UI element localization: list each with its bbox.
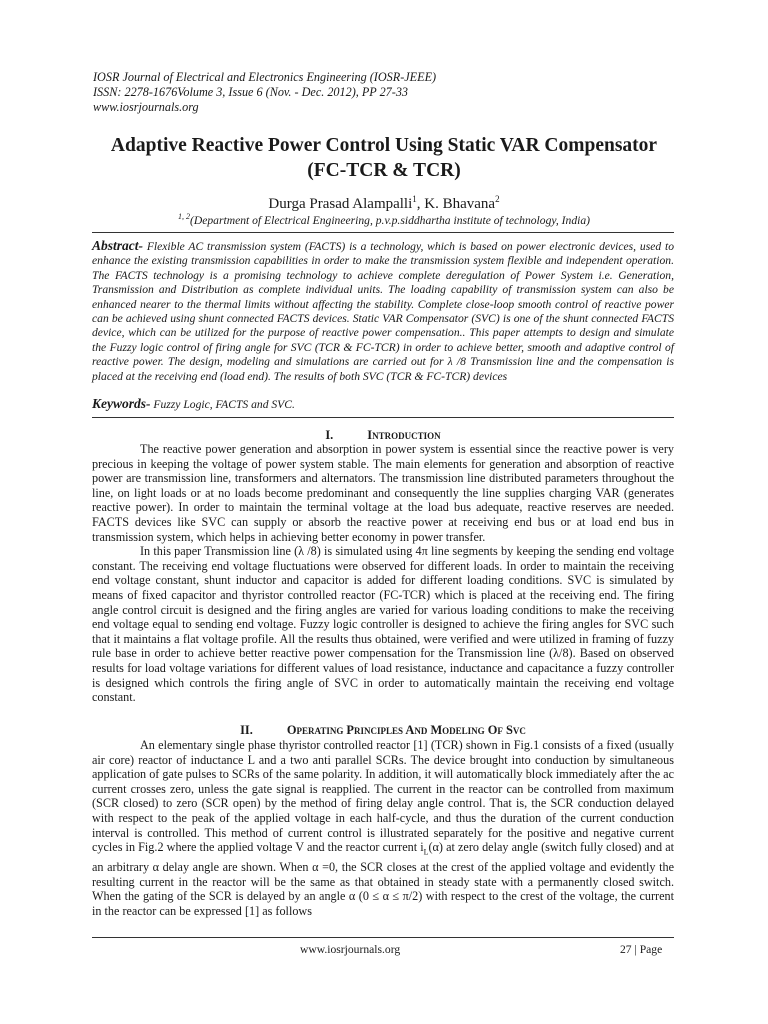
title-line-2: (FC-TCR & TCR) (307, 160, 461, 181)
abstract-top-rule (92, 232, 674, 233)
author-2-superscript: 2 (495, 194, 500, 204)
journal-name: IOSR Journal of Electrical and Electronics Engineering (IOSR-JEEE) (93, 70, 437, 84)
paragraph: In this paper Transmission line (λ /8) is simulated using 4π line segments by keeping the sending end voltage constant. The receiving end voltage fluctuations were observed for different loads. In order to maintain the receiving end voltage constant, shunt inductor and capacitor is added for different loading conditions. SVC is simulated by means of fixed capacitor and thyristor controlled reactor (FC-TCR) which is placed at the receiving end. The firing angle control circuit is designed and the firing angles are varied for various loading conditions to make the receiving end voltage equal to sending end voltage. Fuzzy logic controller is designed to achieve the firing angles for SVC such that it maintains a flat voltage profile. All the results thus obtained, were verified and were utilized in framing of fuzzy rule base in order to achieve better reactive power compensation for the Transmission line (λ/8). Based on observed results for load voltage variations for different values of load resistance, inductance and capacitance a fuzzy controller is designed which controls the firing angle of SVC in order to automatically maintain the receiving end voltage constant. (92, 544, 674, 705)
paper-title (60, 133, 708, 183)
footer-rule (92, 937, 674, 938)
paragraph: The reactive power generation and absorption in power system is essential since the reactive power is very precious in keeping the voltage of power system stable. The main elements for generation and absorption of reactive power are transmission line, transformers and alternators. The transmission line distributed parameters throughout the line, on light loads or at no loads become predominant and consequently the line supplies charging VAR (generates reactive power). In order to maintain the terminal voltage at the load bus adequate, reactive reserves are needed. FACTS devices like SVC can supply or absorb the reactive power at receiving end bus or at load end bus in transmission system, which helps in achieving better economy in power transfer. (92, 442, 674, 544)
section-2-title: Operating Principles And Modeling Of Svc (286, 723, 526, 737)
page-number: 27 | Page (620, 943, 663, 956)
author-1-superscript: 1 (412, 194, 417, 204)
footer-url: www.iosrjournals.org (300, 943, 401, 956)
keywords-text: Fuzzy Logic, FACTS and SVC. (150, 398, 295, 411)
section-2-number: II. (240, 723, 253, 737)
keywords-label: Keywords- (92, 396, 151, 411)
section-1-title: Introduction (367, 428, 441, 442)
affiliation-superscript: 1, 2 (177, 212, 190, 221)
paragraph (92, 738, 674, 919)
section-1-heading (92, 428, 674, 443)
abstract-text: Flexible AC transmission system (FACTS) is a technology, which is based on power electronic devices, used to enhance the existing transmission capabilities in order to make the transmission system flexible and independent operation. The FACTS technology is a promising technology to achieve complete deregulation of Power System i.e. Generation, Transmission and Distribution as complete individual units. The loading capability of transmission system can also be enhanced nearer to the thermal limits without affecting the stability. Complete close-loop smooth control of reactive power can be achieved using shunt connected FACTS devices. Static VAR Compensator (SVC) is one of the shunt connected FACTS device, which can be utilized for the purpose of reactive power compensation.. This paper attempts to design and simulate the Fuzzy logic control of firing angle for SVC (TCR & FC-TCR) in order to achieve better, smooth and adaptive control of reactive power. The design, modeling and simulations are carried out for λ /8 Transmission line and the compensation is placed at the receiving end (load end). The results of both SVC (TCR & FC-TCR) devices (92, 240, 674, 383)
section-1-number: I. (325, 428, 334, 442)
abstract (92, 239, 674, 384)
affiliation (60, 210, 708, 228)
affiliation-text: (Department of Electrical Engineering, p.v.p.siddhartha institute of technology, India) (189, 213, 591, 227)
keywords (92, 396, 674, 412)
paragraph-text: An elementary single phase thyristor controlled reactor [1] (TCR) shown in Fig.1 consists of a fixed (usually air core) reactor of inductance L and a two anti parallel SCRs. The device brought into conduction by simultaneous application of gate pulses to SCRs of the same polarity. In addition, it will automatically block immediately after the ac current crosses zero, unless the gate signal is reapplied. The current in the reactor can be controlled from maximum (SCR closed) to zero (SCR open) by the method of firing delay angle control. That is, the SCR conduction delayed with respect to the peak of the applied voltage in each half-cycle, and thus the duration of the current conduction interval is controlled. This method of current control is illustrated separately for the positive and negative current cycles in Fig.2 where the applied voltage V and the reactor current i (92, 738, 674, 855)
section-2-heading (92, 723, 674, 738)
journal-header (93, 70, 436, 115)
abstract-bottom-rule (92, 417, 674, 418)
journal-issn: ISSN: 2278-1676Volume 3, Issue 6 (Nov. - Dec. 2012), PP 27-33 (93, 85, 409, 99)
author-2: , K. Bhavana (416, 196, 496, 212)
paragraph-text-cont: (α) at zero delay angle (switch fully closed) and at an arbitrary α delay angle are shown. When α =0, the SCR closes at the crest of the applied voltage and evidently the resulting current in the reactor will be the same as that obtained in steady state with a permanently closed switch. When the gating of the SCR is delayed by an angle α (0 ≤ α ≤ π/2) with respect to the crest of the voltage, the current in the reactor can be expressed [1] as follows (92, 840, 674, 918)
journal-url: www.iosrjournals.org (93, 100, 199, 114)
current-subscript: L (423, 847, 429, 857)
section-2-body (92, 738, 674, 919)
abstract-label: Abstract- (92, 238, 144, 253)
section-1-body (92, 442, 674, 705)
author-1: Durga Prasad Alampalli (268, 196, 413, 212)
title-line-1: Adaptive Reactive Power Control Using Static VAR Compensator (110, 135, 658, 156)
